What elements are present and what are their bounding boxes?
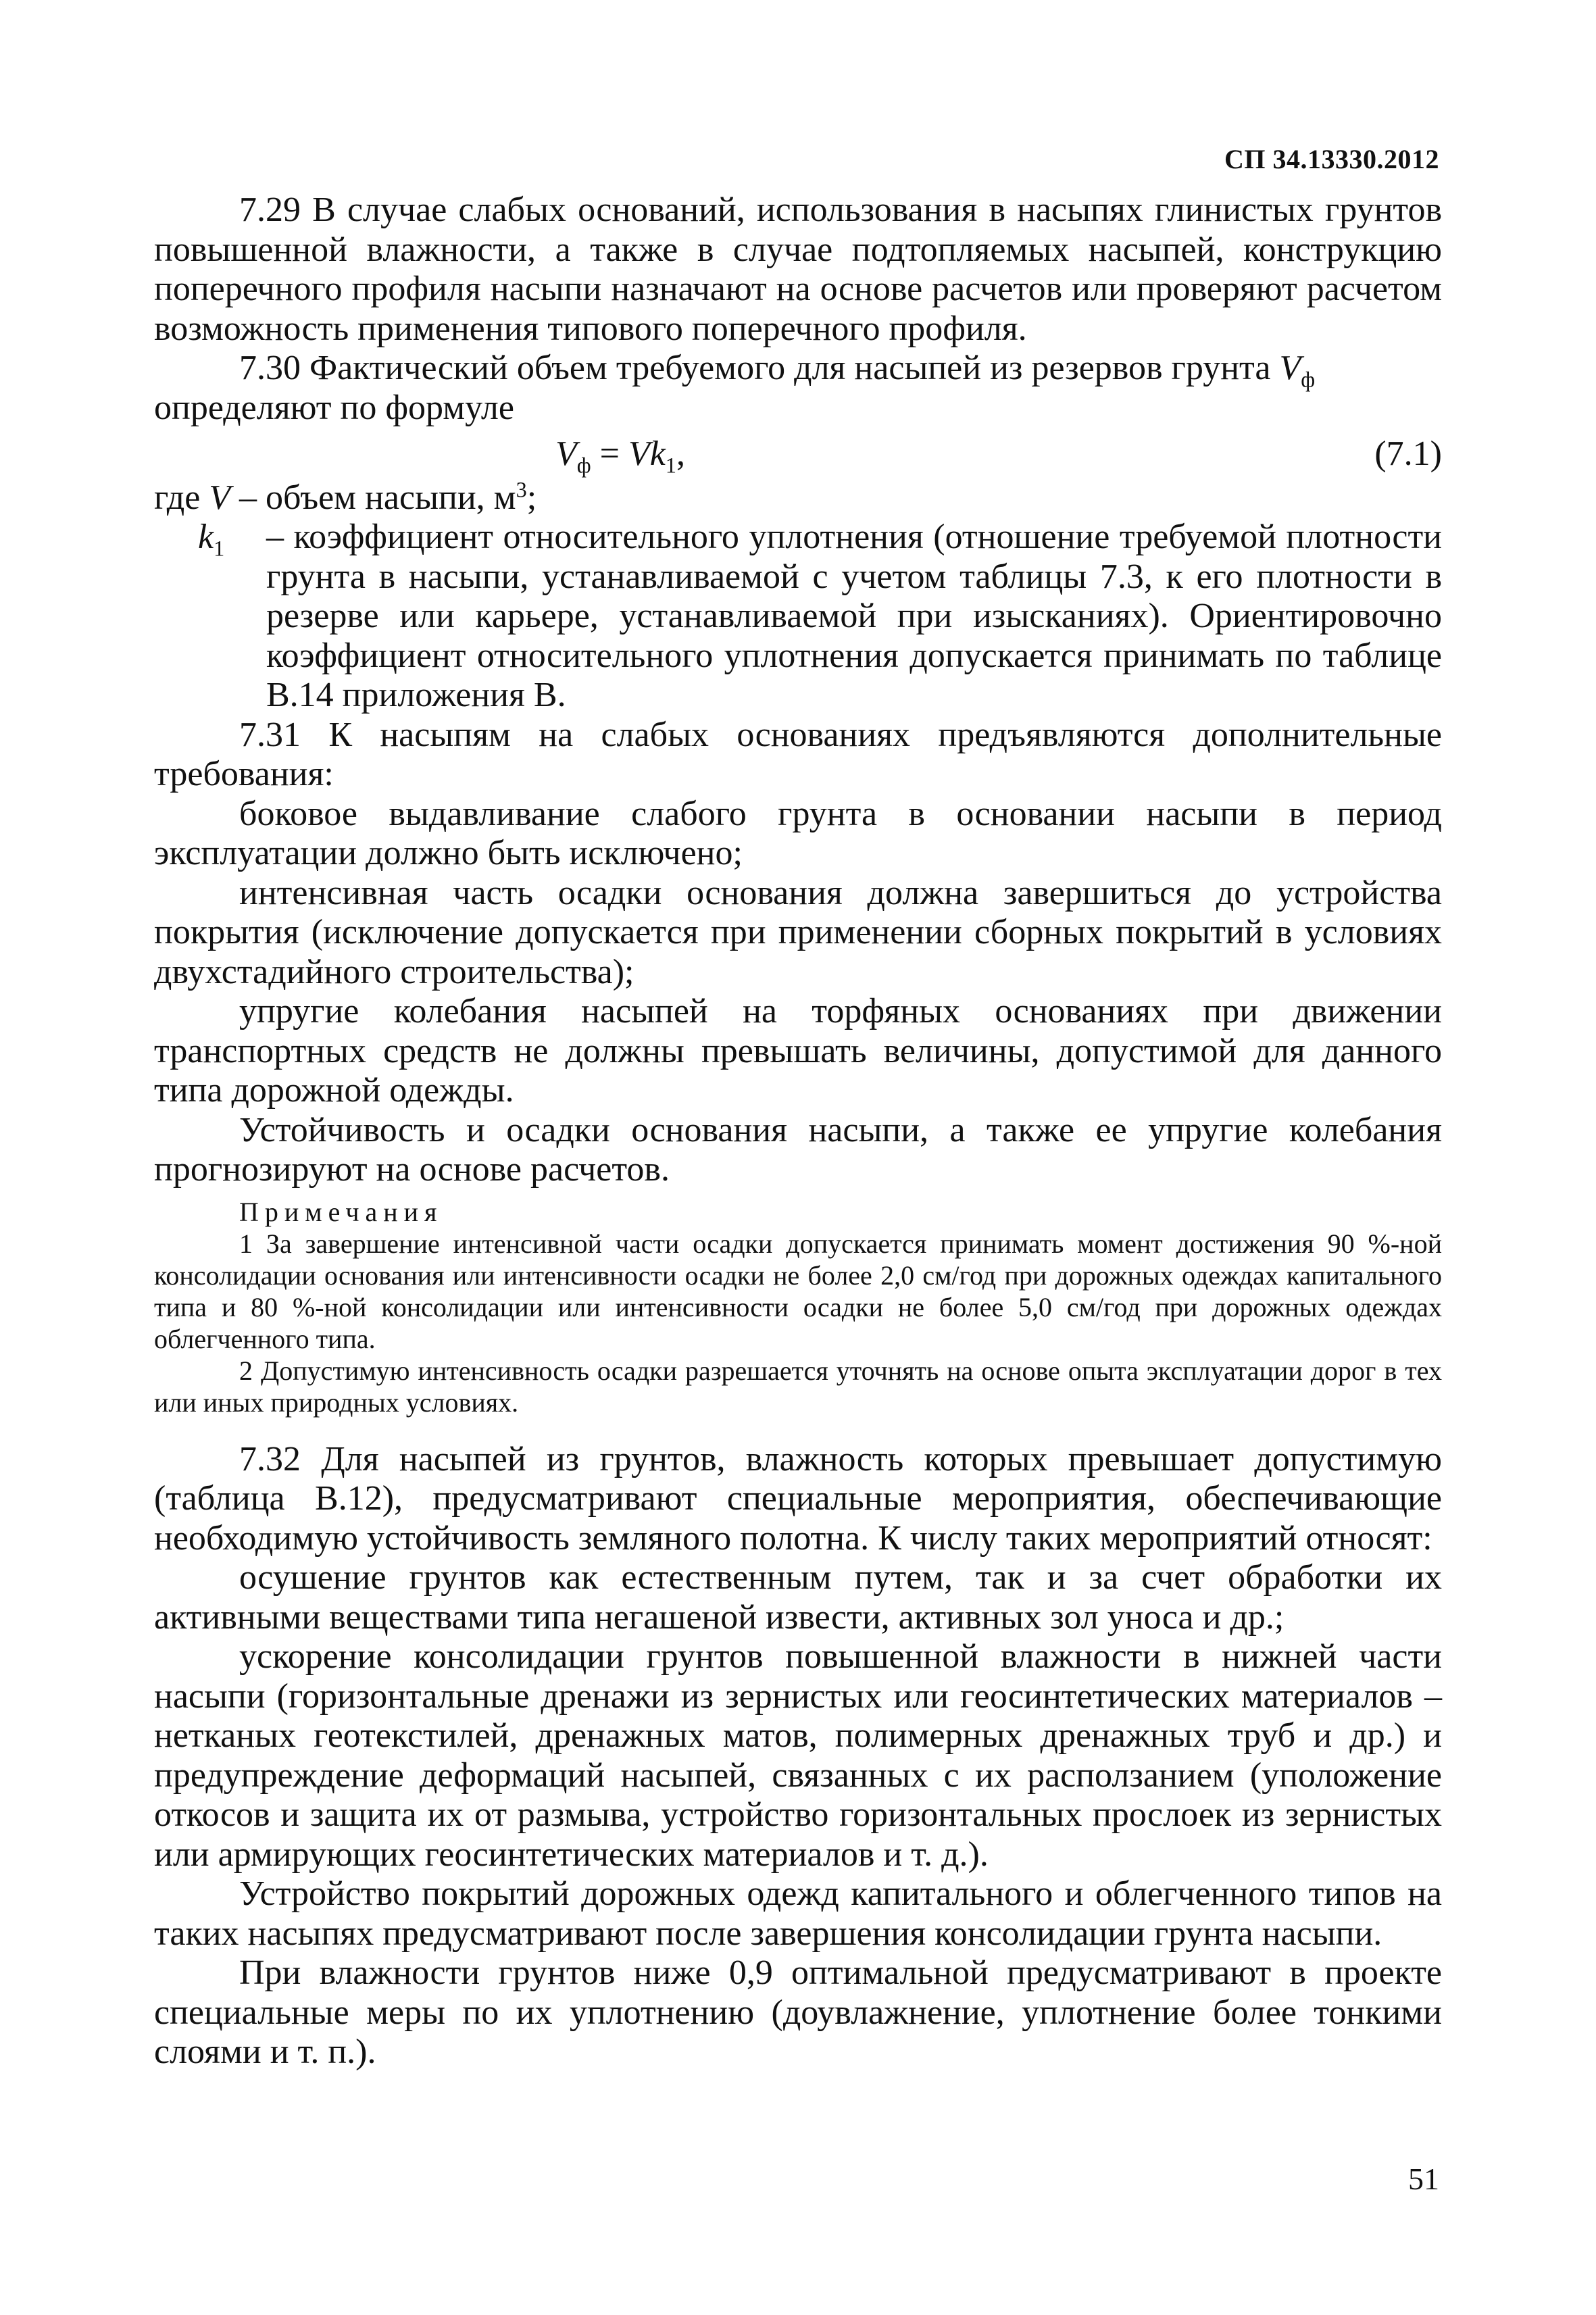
where-v-definition: где V – объем насыпи, $м^3$; [154, 476, 537, 517]
note-1: 1 За завершение интенсивной части осадки допускается принимать момент достижения 90 %-ной консолидации основания или интенсивности осадки не более 2,0 см/год при дорожных одеждах капитального типа и 80 %-ной консолидации или интенсивности осадки не более 5,0 см/год при дорожных одеждах облегченного типа. [154, 1228, 1442, 1354]
paragraph-7-32: 7.32 Для насыпей из грунтов, влажность которых превышает допустимую (таблица В.12), предусматривают специальные мероприятия, обеспечивающие необходимую устойчивость земляного полотна. К числу таких мероприятий относят: [154, 1439, 1442, 1558]
paragraph-7-30 [154, 349, 1442, 428]
paragraph-7-31: 7.31 К насыпям на слабых основаниях предъявляются дополнительные требования: [154, 715, 1442, 793]
formula-number: (7.1) [1374, 434, 1442, 473]
paragraph-7-32-c: Устройство покрытий дорожных одежд капитального и облегченного типов на таких насыпях предусматривают после завершения консолидации грунта насыпи. [154, 1874, 1442, 1953]
page-number: 51 [1408, 2162, 1439, 2196]
note-2: 2 Допустимую интенсивность осадки разрешается уточнять на основе опыта эксплуатации дорог в тех или иных природных условиях. [154, 1355, 1442, 1418]
paragraph-7-31-d: Устойчивость и осадки основания насыпи, а также ее упругие колебания прогнозируют на основе расчетов. [154, 1110, 1442, 1189]
paragraph-7-32-b: ускорение консолидации грунтов повышенной влажности в нижней части насыпи (горизонтальные дренажи из зернистых или геосинтетических материалов – нетканых геотекстилей, дренажных матов, полимерных дренажных труб и др.) и предупреждение деформаций насыпей, связанных с их расползанием (уположение откосов и защита их от размыва, устройство горизонтальных прослоек из зернистых или армирующих геосинтетических материалов и т. д.). [154, 1637, 1442, 1874]
document-code-header: СП 34.13330.2012 [1224, 144, 1439, 174]
paragraph-7-30-tail: определяют по формуле [154, 388, 514, 427]
page-content [154, 191, 1442, 2072]
paragraph-7-29: 7.29 В случае слабых оснований, использования в насыпях глинистых грунтов повышенной влажности, а также в случае подтопляемых насыпей, конструкцию поперечного профиля насыпи назначают на основе расчетов или проверяют расчетом возможность применения типового поперечного профиля. [154, 191, 1442, 348]
paragraph-7-32-d: При влажности грунтов ниже 0,9 оптимальной предусматривают в проекте специальные меры по их уплотнению (доувлажнение, уплотнение более тонкими слоями и т. п.). [154, 1953, 1442, 2071]
k1-term: $k_1$ [198, 518, 225, 561]
paragraph-7-31-a: боковое выдавливание слабого грунта в основании насыпи в период эксплуатации должно быть исключено; [154, 794, 1442, 872]
notes-title: Примечания [239, 1196, 443, 1227]
paragraph-7-30-text: 7.30 Фактический объем требуемого для насыпей из резервов грунта [239, 349, 1271, 387]
subscript-f: ф [1301, 367, 1316, 392]
spacer [154, 1418, 1442, 1440]
k1-description: – коэффициент относительного уплотнения (отношение требуемой плотности грунта в насыпи, устанавливаемой с учетом таблицы 7.3, к его плотности в резерве или карьере, устанавливаемой при изысканиях). Ориентировочно коэффициент относительного уплотнения допускается принимать по таблице В.14 приложения В. [266, 518, 1442, 714]
formula-expression: $V_ф = Vk_1$, [555, 434, 685, 478]
paragraph-7-32-a: осушение грунтов как естественным путем, так и за счет обработки их активными веществами типа негашеной извести, активных зол уноса и др.; [154, 1558, 1442, 1637]
formula-7-1 [154, 434, 1442, 478]
paragraph-7-31-c: упругие колебания насыпей на торфяных основаниях при движении транспортных средств не должны превышать величины, допустимой для данного типа дорожной одежды. [154, 992, 1442, 1110]
k1-definition [154, 518, 1442, 716]
symbol-v: V [1279, 349, 1301, 387]
paragraph-7-31-b: интенсивная часть осадки основания должна завершиться до устройства покрытия (исключение допускается при применении сборных покрытий в условиях двухстадийного строительства); [154, 873, 1442, 991]
